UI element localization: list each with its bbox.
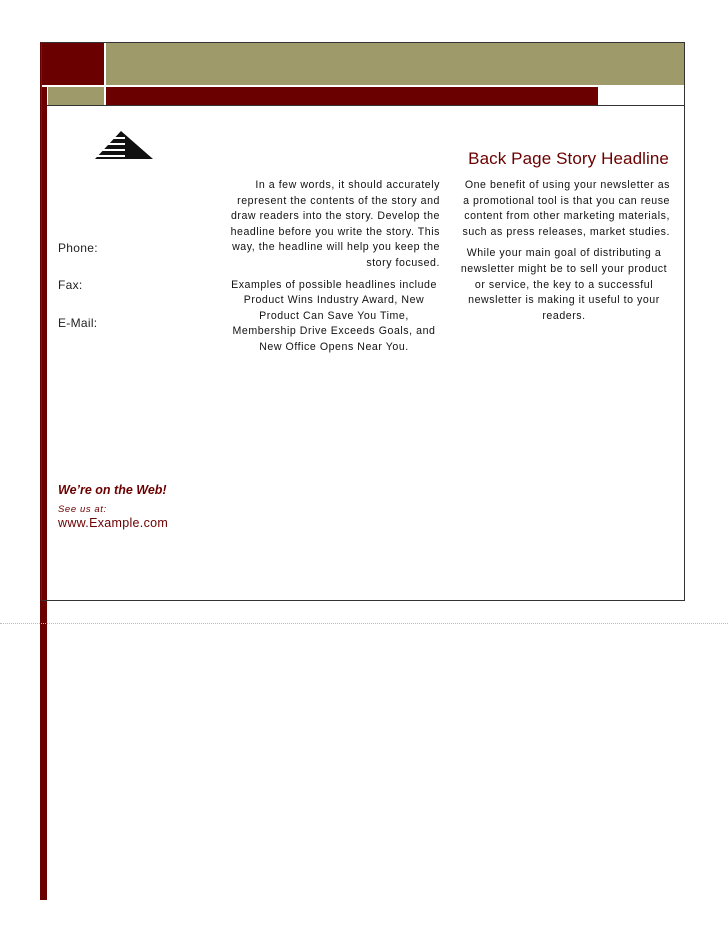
col1-paragraph-2: Examples of possible headlines include Product Wins Industry Award, New Product Can Save You Time, Membership Drive Exceeds Goals, and New Office Opens Near You. [231, 278, 437, 353]
email-label: E-Mail: [58, 316, 98, 330]
story-headline: Back Page Story Headline [468, 149, 669, 168]
header-block-olive-top [106, 43, 684, 85]
website-url-link[interactable]: www.Example.com [58, 516, 169, 530]
col2-paragraph-1: One benefit of using your newsletter as a promotional tool is that you can reuse content from other marketing materials, such as press releases, market studies. [462, 179, 670, 238]
see-us-label: See us at: [58, 504, 107, 515]
header-block-red-strip [106, 87, 598, 105]
section-divider [0, 623, 728, 624]
story-column-2 [458, 178, 670, 330]
stepped-triangle-logo-icon [95, 131, 155, 161]
header-block-red-top [42, 43, 104, 85]
phone-label: Phone: [58, 241, 98, 255]
col2-paragraph-2: While your main goal of distributing a newsletter might be to sell your product or service, the key to a successful newsletter is making it useful to your readers. [460, 247, 668, 322]
header-bottom-line [47, 105, 684, 106]
fax-label: Fax: [58, 278, 83, 292]
story-column-1 [228, 178, 440, 362]
col1-paragraph-1: In a few words, it should accurately represent the contents of the story and draw readers into the story. Develop the headline before you write the story. This way, the headline will help you keep the story focused. [230, 179, 440, 269]
header-block-olive-small [48, 87, 104, 105]
web-heading: We’re on the Web! [58, 483, 167, 497]
header-white-box [598, 87, 684, 105]
